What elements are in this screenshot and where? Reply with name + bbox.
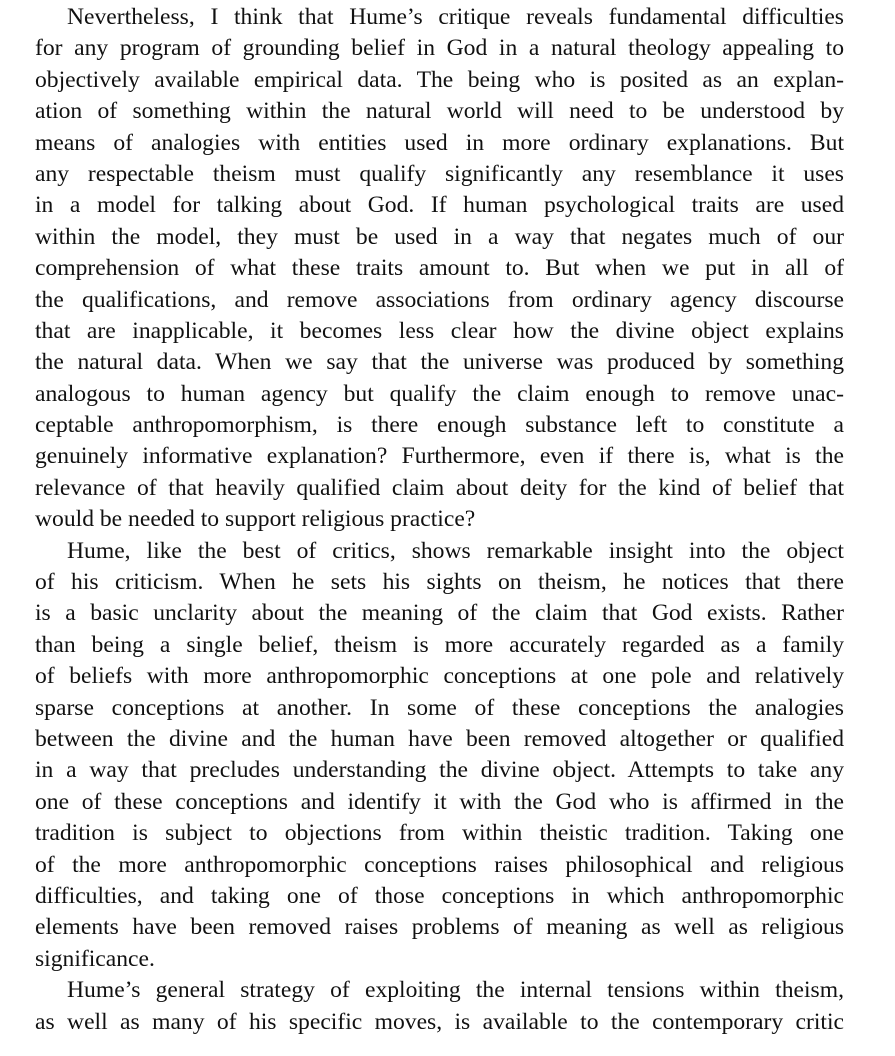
paragraph-1-line: genuinely informative explanation? Furthermore, even if there is, what is the bbox=[35, 443, 844, 470]
paragraph-2-line: of beliefs with more anthropomorphic conceptions at one pole and relatively bbox=[35, 663, 844, 690]
paragraph-1-line: analogous to human agency but qualify the claim enough to remove unac- bbox=[35, 380, 844, 407]
paragraph-1-line: ceptable anthropomorphism, is there enough substance left to constitute a bbox=[35, 412, 844, 439]
paragraph-3-line: Hume’s general strategy of exploiting the internal tensions within theism, bbox=[67, 977, 844, 1004]
paragraph-2-line: in a way that precludes understanding the divine object. Attempts to take any bbox=[35, 757, 844, 784]
paragraph-3-line: as well as many of his specific moves, is available to the contemporary critic bbox=[35, 1008, 844, 1035]
paragraph-1-line: relevance of that heavily qualified claim about deity for the kind of belief that bbox=[35, 474, 844, 501]
paragraph-2-line: difficulties, and taking one of those conceptions in which anthropomorphic bbox=[35, 882, 844, 909]
paragraph-2-line: Hume, like the best of critics, shows remarkable insight into the object bbox=[67, 537, 844, 564]
paragraph-1-line: in a model for talking about God. If human psychological traits are used bbox=[35, 192, 844, 219]
paragraph-2-line: tradition is subject to objections from within theistic tradition. Taking one bbox=[35, 820, 844, 847]
paragraph-1-line: any respectable theism must qualify significantly any resemblance it uses bbox=[35, 160, 844, 187]
paragraph-3 bbox=[35, 975, 844, 1038]
paragraph-2-line: between the divine and the human have been removed altogether or qualified bbox=[35, 725, 844, 752]
paragraph-2 bbox=[35, 536, 844, 975]
paragraph-1 bbox=[35, 2, 844, 536]
paragraph-2-line: one of these conceptions and identify it with the God who is affirmed in the bbox=[35, 788, 844, 815]
paragraph-2-line: is a basic unclarity about the meaning of the claim that God exists. Rather bbox=[35, 600, 844, 627]
paragraph-1-line: objectively available empirical data. The being who is posited as an explan- bbox=[35, 66, 844, 93]
paragraph-2-line: than being a single belief, theism is more accurately regarded as a family bbox=[35, 631, 844, 658]
paragraph-2-line: sparse conceptions at another. In some of these conceptions the analogies bbox=[35, 694, 844, 721]
paragraph-1-line: that are inapplicable, it becomes less clear how the divine object explains bbox=[35, 317, 844, 344]
paragraph-2-line: of the more anthropomorphic conceptions raises philosophical and religious bbox=[35, 851, 844, 878]
body-text bbox=[35, 2, 844, 1038]
paragraph-1-line: Nevertheless, I think that Hume’s critique reveals fundamental difficulties bbox=[67, 4, 844, 30]
paragraph-1-line: ation of something within the natural world will need to be understood by bbox=[35, 98, 844, 125]
paragraph-1-line: comprehension of what these traits amount to. But when we put in all of bbox=[35, 255, 844, 282]
paragraph-2-line: of his criticism. When he sets his sights on theism, he notices that there bbox=[35, 569, 844, 596]
paragraph-1-line: within the model, they must be used in a way that negates much of our bbox=[35, 223, 844, 250]
paragraph-1-line: the qualifications, and remove associations from ordinary agency discourse bbox=[35, 286, 844, 313]
paragraph-1-line: for any program of grounding belief in God in a natural theology appealing to bbox=[35, 35, 844, 62]
paragraph-1-line: the natural data. When we say that the universe was produced by something bbox=[35, 349, 844, 376]
paragraph-1-line: means of analogies with entities used in more ordinary explanations. But bbox=[35, 129, 844, 156]
paragraph-2-line: significance. bbox=[35, 945, 155, 972]
paragraph-1-line: would be needed to support religious practice? bbox=[35, 506, 476, 533]
paragraph-2-line: elements have been removed raises problems of meaning as well as religious bbox=[35, 914, 844, 941]
